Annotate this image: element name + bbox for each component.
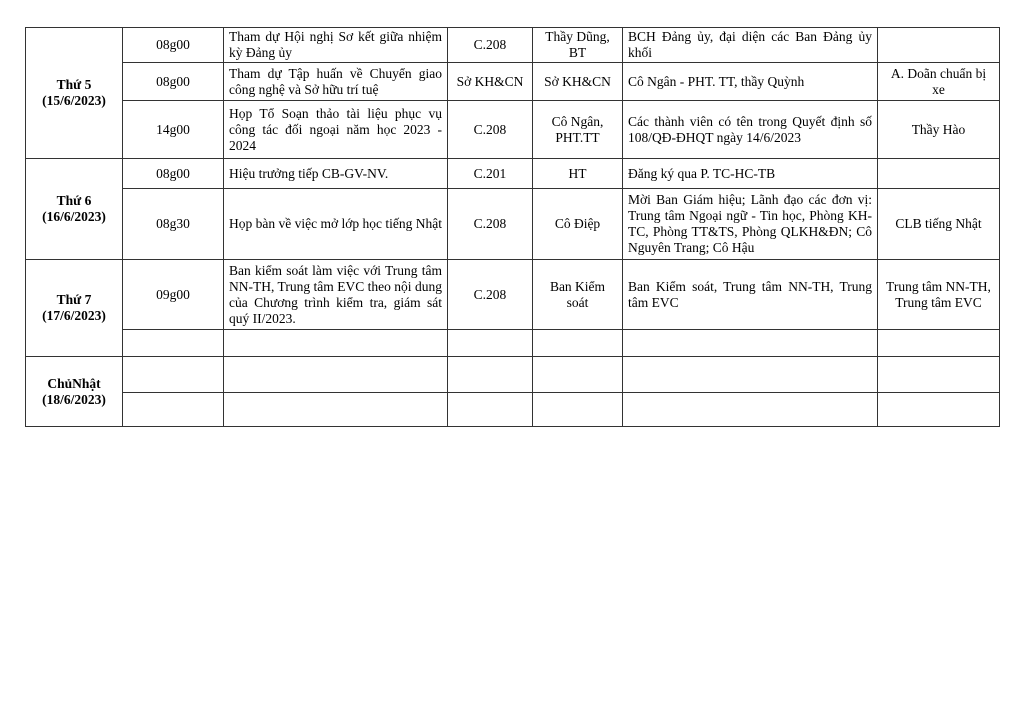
schedule-table (25, 27, 1000, 427)
day-cell (26, 260, 123, 357)
day-date: (18/6/2023) (42, 391, 106, 407)
day-cell (26, 357, 123, 427)
content-cell: Họp bàn về việc mở lớp học tiếng Nhật (224, 189, 448, 260)
chair-cell (533, 393, 623, 427)
table-row (26, 63, 1000, 101)
location-cell (448, 357, 533, 393)
time-cell: 08g00 (123, 28, 224, 63)
day-name: Thứ 5 (56, 77, 92, 92)
content-cell: Ban kiểm soát làm việc với Trung tâm NN-TH, Trung tâm EVC theo nội dung của Chương trình kiểm tra, giám sát quý II/2023. (224, 260, 448, 330)
prep-cell: Thầy Hào (878, 101, 1000, 159)
time-cell (123, 393, 224, 427)
table-row (26, 393, 1000, 427)
location-cell: C.201 (448, 159, 533, 189)
time-cell: 14g00 (123, 101, 224, 159)
day-name: Thứ 6 (56, 193, 92, 208)
participants-cell: Đăng ký qua P. TC-HC-TB (623, 159, 878, 189)
prep-cell: CLB tiếng Nhật (878, 189, 1000, 260)
prep-cell: A. Doãn chuẩn bị xe (878, 63, 1000, 101)
participants-cell: Các thành viên có tên trong Quyết định số 108/QĐ-ĐHQT ngày 14/6/2023 (623, 101, 878, 159)
prep-cell (878, 330, 1000, 357)
content-cell: Họp Tổ Soạn thảo tài liệu phục vụ công tác đối ngoại năm học 2023 - 2024 (224, 101, 448, 159)
prep-cell (878, 28, 1000, 63)
table-row (26, 260, 1000, 330)
chair-cell (533, 330, 623, 357)
location-cell: C.208 (448, 28, 533, 63)
participants-cell: Ban Kiểm soát, Trung tâm NN-TH, Trung tâm EVC (623, 260, 878, 330)
prep-cell: Trung tâm NN-TH, Trung tâm EVC (878, 260, 1000, 330)
table-row (26, 159, 1000, 189)
chair-cell (533, 357, 623, 393)
chair-cell: Thầy Dũng, BT (533, 28, 623, 63)
participants-cell: Mời Ban Giám hiệu; Lãnh đạo các đơn vị: Trung tâm Ngoại ngữ - Tin học, Phòng KH-TC, Phòng TT&TS, Phòng QLKH&ĐN; Cô Nguyên Trang; Cô Hậu (623, 189, 878, 260)
day-cell (26, 159, 123, 260)
content-cell: Hiệu trưởng tiếp CB-GV-NV. (224, 159, 448, 189)
participants-cell (623, 357, 878, 393)
time-cell: 08g30 (123, 189, 224, 260)
location-cell: C.208 (448, 260, 533, 330)
location-cell: C.208 (448, 189, 533, 260)
participants-cell (623, 393, 878, 427)
time-cell: 09g00 (123, 260, 224, 330)
location-cell: C.208 (448, 101, 533, 159)
table-row (26, 101, 1000, 159)
time-cell: 08g00 (123, 159, 224, 189)
location-cell: Sở KH&CN (448, 63, 533, 101)
table-row (26, 330, 1000, 357)
content-cell (224, 357, 448, 393)
day-name: Thứ 7 (56, 292, 92, 307)
chair-cell: Cô Điệp (533, 189, 623, 260)
prep-cell (878, 357, 1000, 393)
participants-cell (623, 330, 878, 357)
content-cell: Tham dự Tập huấn về Chuyển giao công nghệ và Sở hữu trí tuệ (224, 63, 448, 101)
day-name: ChủNhật (47, 375, 101, 391)
time-cell (123, 330, 224, 357)
participants-cell: BCH Đảng ủy, đại diện các Ban Đảng ủy khối (623, 28, 878, 63)
chair-cell: HT (533, 159, 623, 189)
chair-cell: Cô Ngân, PHT.TT (533, 101, 623, 159)
day-date: (16/6/2023) (42, 209, 106, 224)
chair-cell: Sở KH&CN (533, 63, 623, 101)
table-row (26, 28, 1000, 63)
day-cell (26, 28, 123, 159)
chair-cell: Ban Kiểm soát (533, 260, 623, 330)
prep-cell (878, 159, 1000, 189)
day-date: (17/6/2023) (42, 308, 106, 323)
location-cell (448, 393, 533, 427)
location-cell (448, 330, 533, 357)
time-cell (123, 357, 224, 393)
time-cell: 08g00 (123, 63, 224, 101)
content-cell (224, 330, 448, 357)
content-cell (224, 393, 448, 427)
table-row (26, 357, 1000, 393)
table-row (26, 189, 1000, 260)
day-date: (15/6/2023) (42, 93, 106, 108)
prep-cell (878, 393, 1000, 427)
participants-cell: Cô Ngân - PHT. TT, thầy Quỳnh (623, 63, 878, 101)
content-cell: Tham dự Hội nghị Sơ kết giữa nhiệm kỳ Đảng ủy (224, 28, 448, 63)
